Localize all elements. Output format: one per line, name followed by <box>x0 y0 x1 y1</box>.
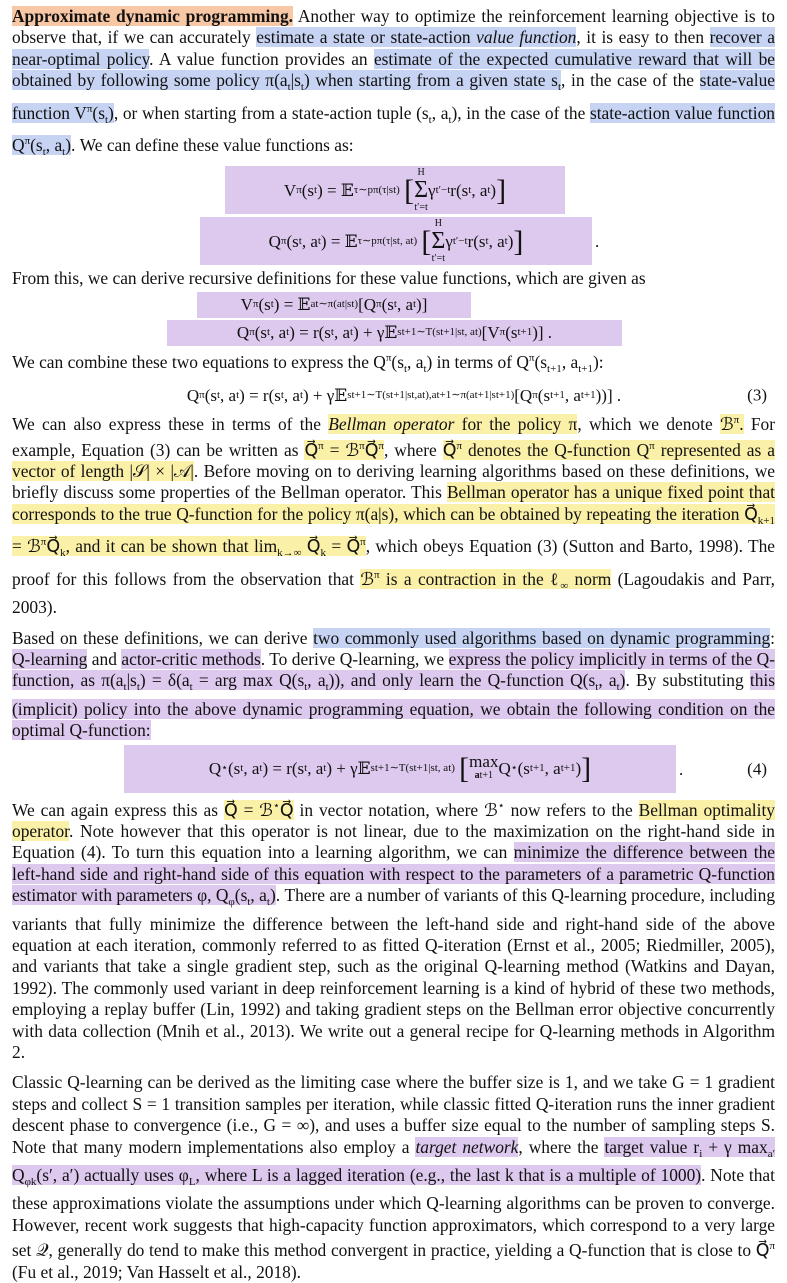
highlight: Q⃗$^\pi$ = ℬ$^\pi$Q⃗$^\pi$ <box>304 439 384 460</box>
equation-bellman-v: V π (s t ) = 𝔼 at∼π(at|st) [Q π (s t , a t )] <box>12 292 775 318</box>
paragraph-optimality: We can again express this as Q⃗ = ℬ⋆Q⃗ in vector notation, where ℬ⋆ now refers to the Bellman optimality operator. Note however that this operator is not linear, due to the maximization on the right-hand side in Equation (4). To turn this equation into a learning algorithm, we can minimize the difference between the left-hand side and right-hand side of this equation with respect to the parameters of a parametric Q-function estimator with parameters φ, $Q_\varphi(s_t$, $a_t$). There are a number of variants of this Q-learning procedure, including variants that fully minimize the difference between the left-hand side and right-hand side of the above equation at each iteration, commonly referred to as fitted Q-iteration (Ernst et al., 2005; Riedmiller, 2005), and variants that take a single gradient step, such as the original Q-learning method (Watkins and Dayan, 1992). The commonly used variant in deep reinforcement learning is a kind of hybrid of these two methods, employing a replay buffer (Lin, 1992) and taking gradient steps on the Bellman error objective concurrently with data collection (Mnih et al., 2013). We write out a general recipe for Q-learning methods in Algorithm 2. <box>12 799 776 1062</box>
equation-number: (3) <box>747 385 767 405</box>
text: , in the case of the <box>561 70 700 91</box>
paragraph-q-learning: Based on these definitions, we can derive two commonly used algorithms based on dynamic programming: Q-learning and actor-critic methods. To derive Q-learning, we express the policy implicitly in terms of the Q-function, as $\pi(a_t|s_t) = \delta(a_t$ = arg $\max Q(s_t$, $a_t$)), and only learn the Q-function $Q(s_t$, $a_t$). By substituting this (implicit) policy into the above dynamic programming equation, we obtain the following condition on the optimal Q-function: <box>12 627 776 741</box>
highlight: Q-learning <box>12 648 88 669</box>
text: Another way to optimize the reinforcement learning objective is to observe that, if we can accurately <box>12 6 775 48</box>
paper-page <box>12 6 775 1283</box>
text: . A value function provides an <box>149 48 374 69</box>
highlight: estimate a state or state-action value function <box>256 27 577 48</box>
highlight: ℬ$^\pi$ is a contraction in the ℓ$_\infty$ norm <box>360 568 612 592</box>
highlight: target value $r_i + \gamma$ $\max_{a'} Q_{\varphi k}(s'$, a′) actually uses $\varphi_L$, where L is a lagged iteration (e.g., the last k that is a multiple of 1000) <box>12 1136 775 1189</box>
paragraph-classic-q: Classic Q-learning can be derived as the limiting case where the buffer size is 1, and we take G = 1 gradient steps and collect S = 1 transition samples per iteration, while classic fitted Q-iteration runs the inner gradient descent phase to convergence (i.e., G = ∞), and uses a buffer size equal to the number of sampling steps S. Note that many modern implementations also employ a target network, where the target value $r_i + \gamma$ $\max_{a'} Q_{\varphi k}(s'$, a′) actually uses $\varphi_L$, where L is a lagged iteration (e.g., the last k that is a multiple of 1000). Note that these approximations violate the assumptions under which Q-learning algorithms can be proven to converge. However, recent work suggests that high-capacity function approximators, which correspond to a very large set 𝒬, generally do tend to make this method convergent in practice, yielding a Q-function that is close to Q⃗$^\pi$ (Fu et al., 2019; Van Hasselt et al., 2018). <box>12 1072 775 1282</box>
paragraph-adp <box>12 6 775 163</box>
equation-action-value: Q π (s t , a t ) = 𝔼 τ∼pπ(τ|st, at) [ H Σ t′=t γ t′−t r(s t , a t ) ] . <box>12 217 775 265</box>
highlight: Bellman operator has a unique fixed point that corresponds to the true Q-function for the policy π(a|s), which can be obtained by repeating the iteration $Q⃗_{k+1}$ = $ℬ^\pi Q⃗_k$, and it can be shown that $\lim_{k\to\infty}$ $Q⃗_k$ = Q⃗$^\pi$ <box>12 482 776 560</box>
highlight: Q⃗$^\pi$ denotes the Q-function $Q^\pi$ represented as a vector of length |𝒮| × |𝒜| <box>12 439 775 482</box>
highlight: recover a near-optimal policy <box>12 27 775 69</box>
paragraph-recursive: From this, we can derive recursive definitions for these value functions, which are given as <box>12 268 646 289</box>
highlight: Q⃗ = ℬ⋆Q⃗ <box>223 799 294 820</box>
highlight: this (implicit) policy into the above dynamic programming equation, we obtain the following condition on the optimal Q-function: <box>12 670 776 741</box>
paragraph-combine: We can combine these two equations to express the $Q^\pi(s_t$, $a_t$) in terms of $Q^\pi(s_{t+1}$, $a_{t+1}$): <box>12 351 604 375</box>
paragraph-bellman-operator: We can also express these in terms of the Bellman operator for the policy π, which we denote ℬ$^\pi$. For example, Equation (3) can be written as Q⃗$^\pi$ = ℬ$^\pi$Q⃗$^\pi$, where Q⃗$^\pi$ denotes the Q-function $Q^\pi$ represented as a vector of length |𝒮| × |𝒜|. Before moving on to deriving learning algorithms based on these definitions, we briefly discuss some properties of the Bellman operator. This Bellman operator has a unique fixed point that corresponds to the true Q-function for the policy π(a|s), which can be obtained by repeating the iteration $Q⃗_{k+1}$ = $ℬ^\pi Q⃗_k$, and it can be shown that $\lim_{k\to\infty}$ $Q⃗_k$ = Q⃗$^\pi$, which obeys Equation (3) (Sutton and Barto, 1998). The proof for this follows from the observation that ℬ$^\pi$ is a contraction in the ℓ$_\infty$ norm (Lagoudakis and Parr, 2003). <box>12 414 776 618</box>
highlight: target network <box>415 1136 519 1157</box>
equation-number: (4) <box>747 758 767 778</box>
equation-bellman-q: Q π (s t , a t ) = r(s t , a t ) + γ𝔼 st+1∼T(st+1|st, at) [V π (s t+1 )] . <box>12 320 775 346</box>
highlight: state-value function $V^\pi(s_t)$ <box>12 70 775 126</box>
equation-state-value: V π (s t ) = 𝔼 τ∼pπ(τ|st) [ H Σ t′=t γ t′−t r(s t , a t ) ] <box>12 166 775 214</box>
highlight: Bellman operator for the policy π <box>328 414 578 435</box>
highlight: two commonly used algorithms based on dynamic programming <box>313 627 771 648</box>
highlight: state-action value function $Q^\pi(s_t$, $a_t$) <box>12 102 775 159</box>
highlight: ℬ$^\pi$. <box>719 414 744 435</box>
highlight: express the policy implicitly in terms of the Q-function, as $\pi(a_t|s_t) = \delta(a_t$ = arg $\max Q(s_t$, $a_t$)), and only learn the Q-function $Q(s_t$, $a_t$) <box>12 648 776 694</box>
text: , or when starting from a state-action tuple ($s_t$, $a_t$), in the case of the <box>113 102 590 126</box>
equation-3: Q π (s t , a t ) = r(s t , a t ) + γ𝔼 st+1∼T(st+1|st,at),at+1∼π(at+1|st+1) [Q π (s t+1 , a t+1 ))] . (3) <box>186 385 767 405</box>
highlight: minimize the difference between the left-hand side and right-hand side of this equation with respect to the parameters of a parametric Q-function estimator with parameters φ, $Q_\varphi(s_t$, $a_t$) <box>12 842 775 909</box>
text: . We can define these value functions as: <box>71 135 354 156</box>
section-heading: Approximate dynamic programming. <box>12 6 293 26</box>
equation-4: Q ⋆ (s t , a t ) = r(s t , a t ) + γ𝔼 st+1∼T(st+1|st, at) [ max at+1 Q ⋆ (s t+1 , a t+1 ) ] . (4) <box>12 745 775 793</box>
highlight: estimate of the expected cumulative reward that will be obtained by following some policy $\pi(a_t|s_t)$ when starting from a given state $s_t$ <box>12 48 775 94</box>
highlight: Bellman optimality operator <box>12 799 775 841</box>
highlight: actor-critic methods <box>121 648 261 669</box>
text: , it is easy to then <box>576 27 710 48</box>
